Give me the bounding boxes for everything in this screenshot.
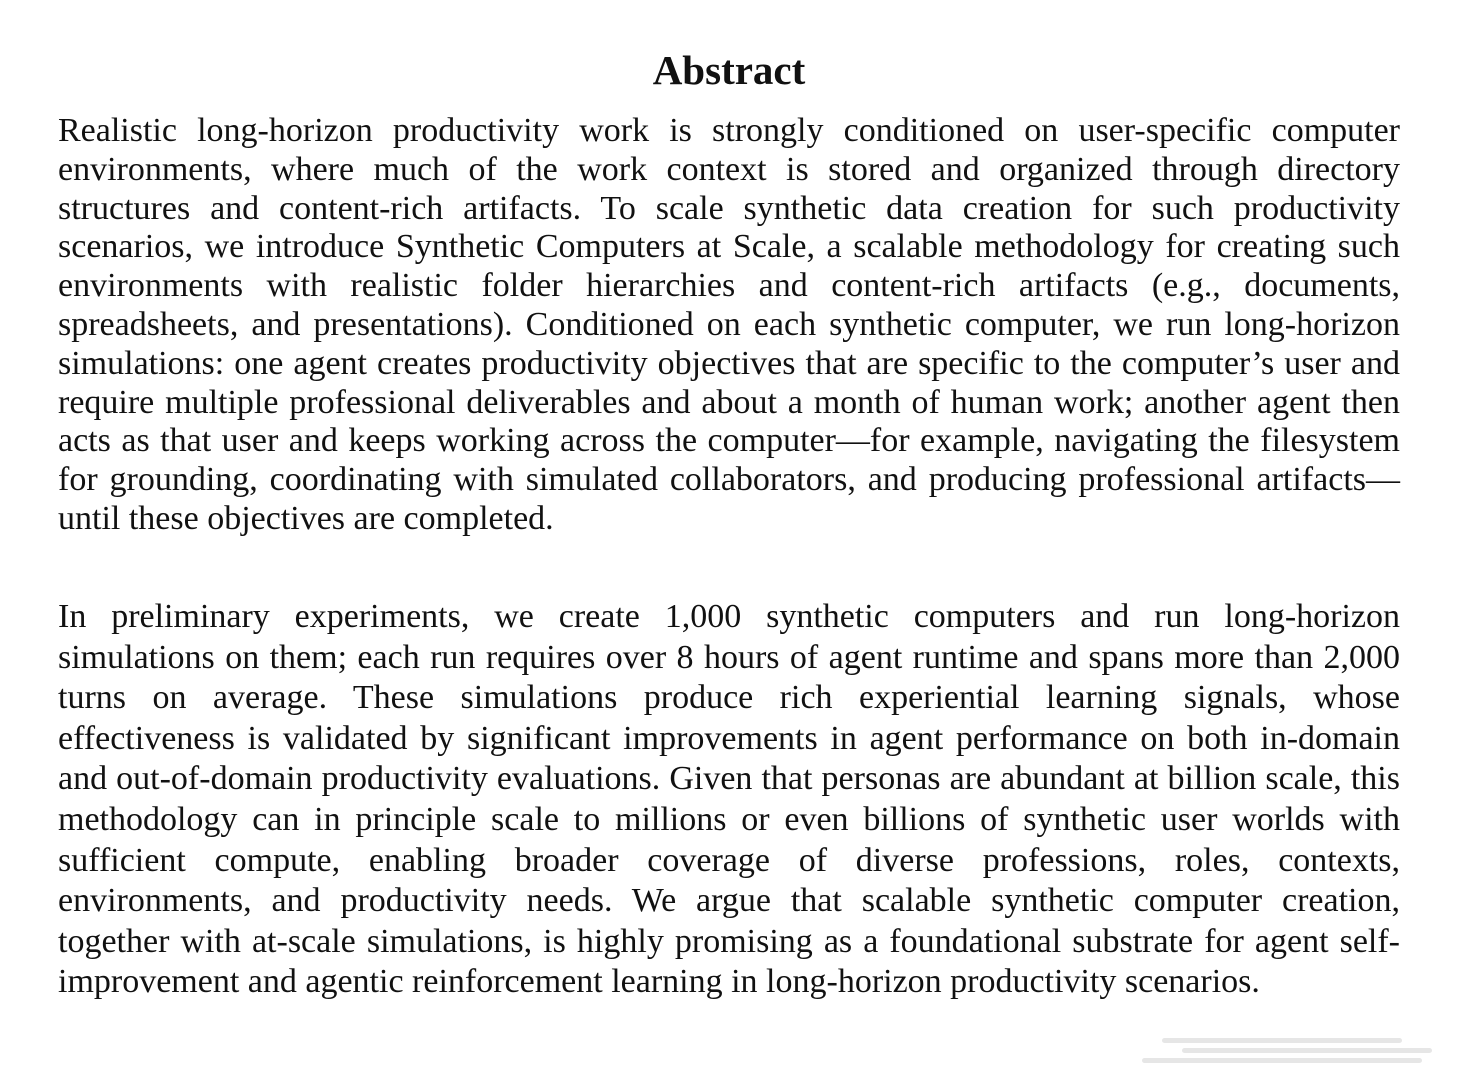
paper-page bbox=[58, 0, 1400, 1080]
faint-watermark-graphic bbox=[1142, 1026, 1442, 1070]
abstract-paragraph-1: Realistic long-horizon productivity work is strongly conditioned on user-specific computer environments, where much of the work context is stored and organized through directory structures and content-rich artifacts. To scale synthetic data creation for such productivity scenarios, we introduce Synthetic Computers at Scale, a scalable methodology for creating such environments with realistic folder hierarchies and content-rich artifacts (e.g., documents, spreadsheets, and presentations). Conditioned on each synthetic computer, we run long-horizon simulations: one agent creates productivity objectives that are specific to the computer’s user and require multiple professional deliverables and about a month of human work; another agent then acts as that user and keeps working across the computer—for example, navigating the filesystem for grounding, coordinating with simulated collaborators, and producing professional artifacts—until these objectives are completed. bbox=[58, 112, 1400, 537]
abstract-paragraph-2: In preliminary experiments, we create 1,000 synthetic computers and run long-horizon simulations on them; each run requires over 8 hours of agent runtime and spans more than 2,000 turns on average. These simulations produce rich experiential learning signals, whose effectiveness is validated by significant improvements in agent performance on both in-domain and out-of-domain productivity evaluations. Given that personas are abundant at billion scale, this methodology can in principle scale to millions or even billions of synthetic user worlds with sufficient compute, enabling broader coverage of diverse professions, roles, contexts, environments, and productivity needs. We argue that scalable synthetic computer creation, together with at-scale simulations, is highly promising as a foundational substrate for agent self-improvement and agentic reinforcement learning in long-horizon productivity scenarios. bbox=[58, 598, 1400, 1001]
abstract-heading: Abstract bbox=[652, 47, 806, 93]
